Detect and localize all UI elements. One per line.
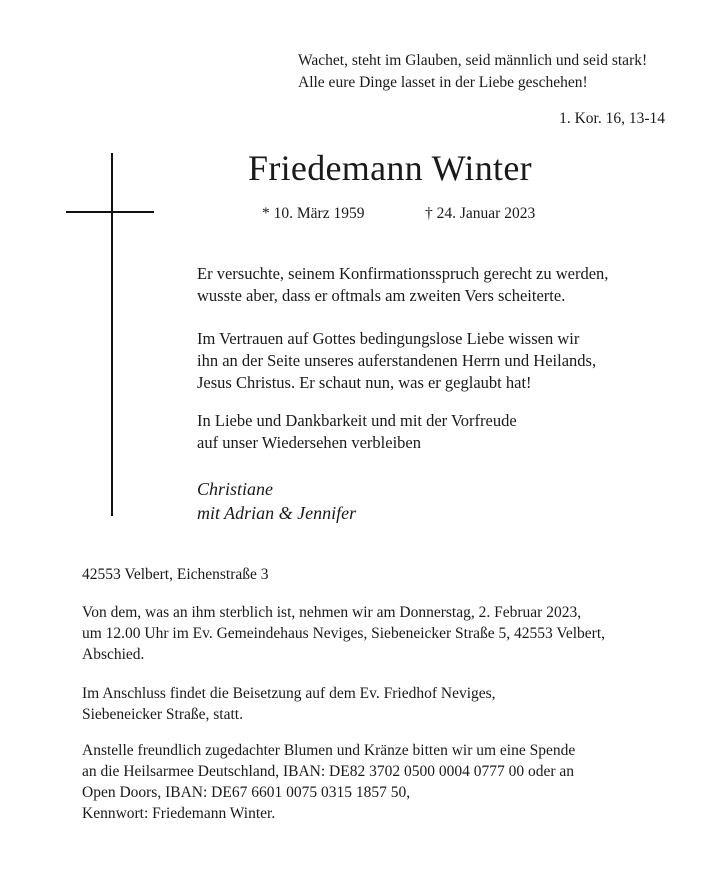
notice-line: Anstelle freundlich zugedachter Blumen und Kränze bitten wir um eine Spende — [82, 742, 576, 759]
tribute-line: Er versuchte, seinem Konfirmationsspruch gerecht zu werden, — [197, 264, 609, 283]
signature-line: Christiane — [197, 479, 274, 499]
notice-line: Kennwort: Friedemann Winter. — [82, 805, 276, 822]
funeral-notice — [82, 602, 605, 665]
donation-notice — [82, 740, 575, 824]
deceased-name: Friedemann Winter — [248, 148, 532, 188]
family-address: 42553 Velbert, Eichenstraße 3 — [82, 566, 269, 583]
verse-line: Alle eure Dinge lasset in der Liebe geschehen! — [298, 74, 588, 91]
signature-line: mit Adrian & Jennifer — [197, 503, 357, 523]
death-date: † 24. Januar 2023 — [425, 205, 536, 222]
tribute-paragraph-3 — [197, 410, 517, 454]
tribute-line: wusste aber, dass er oftmals am zweiten Vers scheiterte. — [197, 286, 566, 305]
family-signature — [197, 477, 356, 525]
birth-date: * 10. März 1959 — [262, 205, 365, 222]
verse-line: Wachet, steht im Glauben, seid männlich und seid stark! — [298, 52, 648, 69]
verse-reference: 1. Kor. 16, 13-14 — [559, 110, 665, 127]
tribute-paragraph-2 — [197, 328, 596, 394]
tribute-line: ihn an der Seite unseres auferstandenen Herrn und Heilands, — [197, 351, 597, 370]
cross-horizontal-bar — [66, 211, 154, 213]
tribute-line: Jesus Christus. Er schaut nun, was er geglaubt hat! — [197, 373, 532, 392]
notice-line: Im Anschluss findet die Beisetzung auf dem Ev. Friedhof Neviges, — [82, 685, 496, 702]
notice-line: Siebeneicker Straße, statt. — [82, 706, 243, 723]
tribute-line: In Liebe und Dankbarkeit und mit der Vorfreude — [197, 411, 517, 430]
notice-line: Von dem, was an ihm sterblich ist, nehmen wir am Donnerstag, 2. Februar 2023, — [82, 604, 582, 621]
notice-line: Open Doors, IBAN: DE67 6601 0075 0315 1857 50, — [82, 784, 411, 801]
tribute-line: auf unser Wiedersehen verbleiben — [197, 433, 421, 452]
notice-line: um 12.00 Uhr im Ev. Gemeindehaus Neviges, Siebeneicker Straße 5, 42553 Velbert, — [82, 625, 606, 642]
tribute-paragraph-1 — [197, 263, 608, 307]
notice-line: Abschied. — [82, 646, 145, 663]
bible-verse — [298, 50, 708, 94]
tribute-line: Im Vertrauen auf Gottes bedingungslose Liebe wissen wir — [197, 329, 580, 348]
notice-line: an die Heilsarmee Deutschland, IBAN: DE82 3702 0500 0004 0777 00 oder an — [82, 763, 575, 780]
burial-notice — [82, 683, 496, 725]
cross-vertical-bar — [111, 153, 113, 516]
